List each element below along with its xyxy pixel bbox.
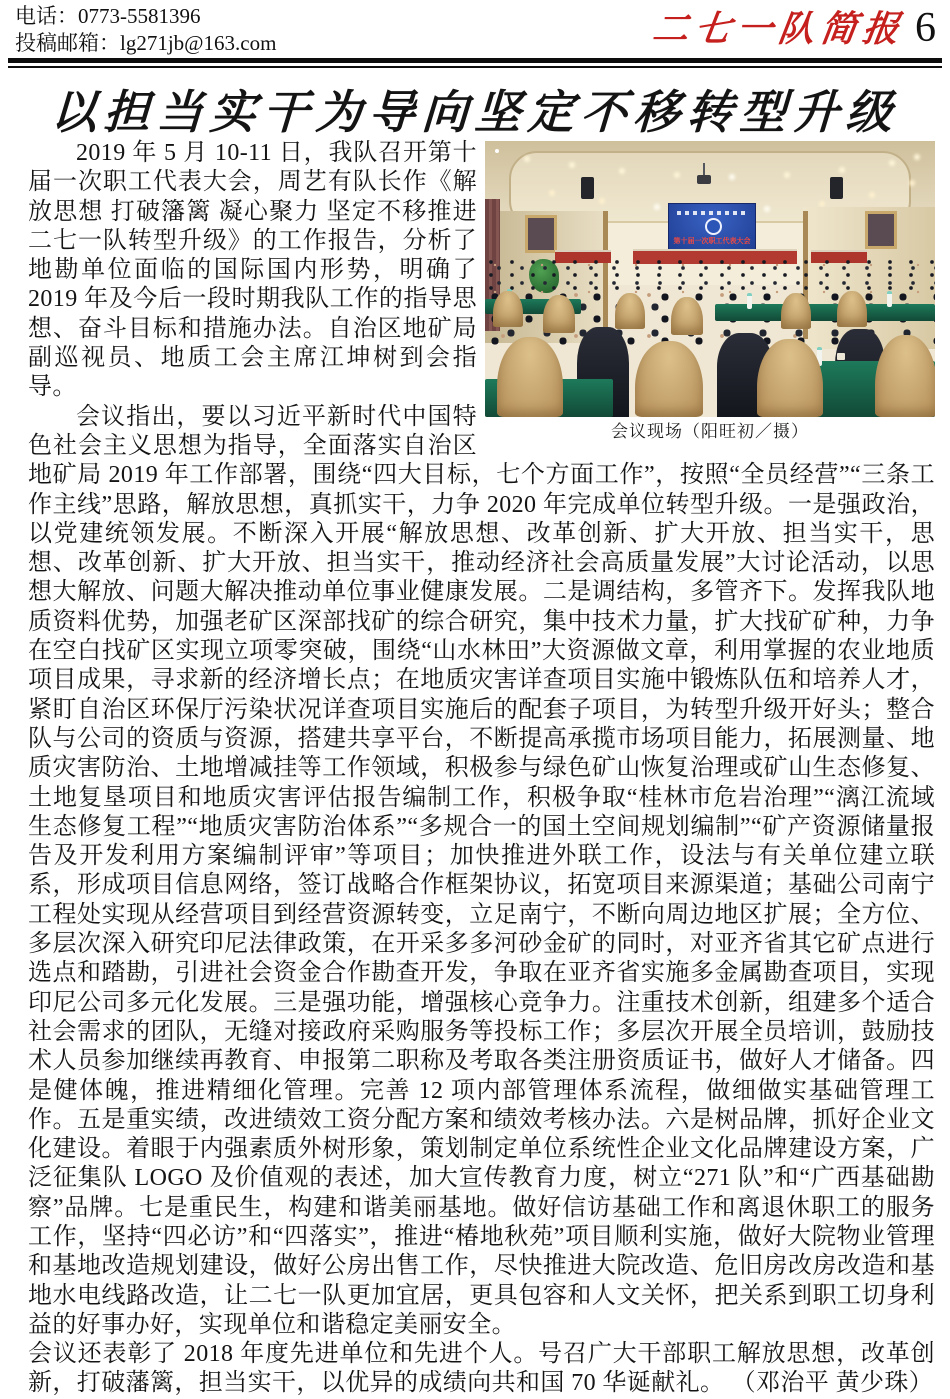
- article-body: [28, 139, 935, 1399]
- photo-figure: [485, 141, 935, 442]
- photo-cup: [837, 353, 845, 360]
- masthead: [649, 1, 936, 52]
- paragraph-2: 会议指出，要以习近平新时代中国特色社会主义思想为指导，全面落实自治区地矿局 2019 年工作部署，围绕“四大目标，七个方面工作”，按照“全员经营”“三条工作主线”思路，解放思想，真抓实干，力争 2020 年完成单位转型升级。一是强政治，以党建统领发展。不断深入开展“解放思想、改革创新、扩大开放、担当实干，思想、改革创新、扩大开放、担当实干，推动经济社会高质量发展”大讨论活动，以思想大解放、问题大解决推动单位事业健康发展。二是调结构，多管齐下。发挥我队地质资料优势，加强老矿区深部找矿的综合研究，集中技术力量，扩大找矿矿种，力争在空白找矿区实现立项零突破，围绕“山水林田”大资源做文章，利用掌握的农业地质项目成果，寻求新的经济增长点；在地质灾害详查项目实施中锻炼队伍和培养人才，紧盯自治区环保厅污染状况详查项目实施后的配套子项目，为转型升级开好头；整合队与公司的资质与资源，搭建共享平台，不断提高承揽市场项目能力，拓展测量、地质灾害防治、土地增减挂等工作领域，积极参与绿色矿山恢复治理或矿山生态修复、土地复垦项目和地质灾害评估报告编制工作，积极争取“桂林市危岩治理”“漓江流域生态修复工程”“地质灾害防治体系”“多规合一的国土空间规划编制”“矿产资源储量报告及开发利用方案编制评审”等项目；加快推进外联工作，设法与有关单位建立联系，形成项目信息网络，签订战略合作框架协议，拓宽项目来源渠道；基础公司南宁工程处实现从经营项目到经营资源转变，立足南宁，不断向周边地区扩展；全方位、多层次深入研究印尼法律政策，在开采多多河砂金矿的同时，对亚齐省其它矿点进行选点和踏勘，引进社会资金合作勘查开发，争取在亚齐省实施多金属勘查项目，实现印尼公司多元化发展。三是强功能，增强核心竞争力。注重技术创新，组建多个适合社会需求的团队，无缝对接政府采购服务等投标工作；多层次开展全员培训，鼓励技术人员参加继续再教育、申报第二职称及考取各类注册资质证书，做好人才储备。四是健体魄，推进精细化管理。完善 12 项内部管理体系流程，做细做实基础管理工作。五是重实绩，改进绩效工资分配方案和绩效考核办法。六是树品牌，抓好企业文化建设。着眼于内强素质外树形象，策划制定单位系统性企业文化品牌建设方案，广泛征集队 LOGO 及价值观的表述，加大宣传教育力度，树立“271 队”和“广西基础勘察”品牌。七是重民生，构建和谐美丽基地。做好信访基础工作和离退休职工的服务工作，坚持“四必访”和“四落实”，推进“椿地秋苑”项目顺利实施，做好大院物业管理和基地改造规划建设，做好公房出售工作，尽快推进大院改造、危旧房改房改造和基地水电线路改造，让二七一队更加宜居，更具包容和人文关怀，把关系到职工切身利益的好事办好，实现单位和谐稳定美丽安全。: [28, 403, 935, 1338]
- masthead-title: 二七一队简报: [649, 9, 908, 49]
- photo-chair-foreground: [875, 335, 935, 417]
- photo-chair-foreground: [497, 337, 563, 417]
- photo-caption: 会议现场（阳旺初／摄）: [611, 422, 809, 441]
- photo-painting: [525, 215, 557, 253]
- photo-speaker: [830, 177, 843, 199]
- photo-chair: [615, 293, 645, 329]
- photo-chair: [671, 297, 703, 335]
- photo-screen-script-line: [677, 211, 747, 215]
- photo-ceiling-lights: [495, 149, 499, 153]
- page-header: [15, 3, 938, 59]
- photo-chair: [493, 291, 523, 327]
- header-divider: [8, 58, 942, 68]
- photo-screen-emblem: [705, 218, 722, 235]
- photo-chair: [543, 295, 575, 333]
- photo-led-screen: [668, 203, 756, 252]
- paragraph-3: [28, 1340, 935, 1399]
- photo-speaker: [581, 177, 594, 199]
- page-number: 6: [915, 5, 936, 51]
- phone-line: 电话：0773-5581396: [15, 4, 201, 28]
- photo-water-bottle: [747, 293, 752, 309]
- article-headline: 以担当实干为导向坚定不移转型升级: [49, 87, 901, 138]
- photo-projector-mount: [703, 163, 705, 175]
- paragraph-3-text: 会议还表彰了 2018 年度先进单位和先进个人。号召广大干部职工解放思想，改革创新，打破藩篱，担当实干，以优异的成绩向共和国 70 华诞献礼。: [28, 1341, 935, 1397]
- photo-water-bottle: [887, 291, 892, 307]
- photo-chair: [837, 291, 867, 327]
- byline: （邓治平 黄少珠）: [743, 1370, 934, 1397]
- photo-painting: [865, 211, 897, 249]
- photo-chair-foreground: [635, 341, 703, 417]
- photo-chair-foreground: [757, 339, 823, 417]
- conference-photo: [485, 141, 935, 417]
- photo-screen-text: 第十届一次职工代表大会: [673, 238, 751, 245]
- paragraph-1: 2019 年 5 月 10-11 日，我队召开第十届一次职工代表大会，周艺有队长作《解放思想 打破籓篱 凝心聚力 坚定不移推进二七一队转型升级》的工作报告，分析了地勘单位面临的国际国内形势，明确了 2019 年及今后一段时期我队工作的指导思想、奋斗目标和措施办法。自治区地矿局副巡视员、地质工会主席江坤树到会指导。: [28, 140, 477, 401]
- photo-chair: [781, 293, 811, 329]
- email-line: 投稿邮箱：lg271jb@163.com: [15, 31, 277, 55]
- photo-projector: [697, 175, 711, 184]
